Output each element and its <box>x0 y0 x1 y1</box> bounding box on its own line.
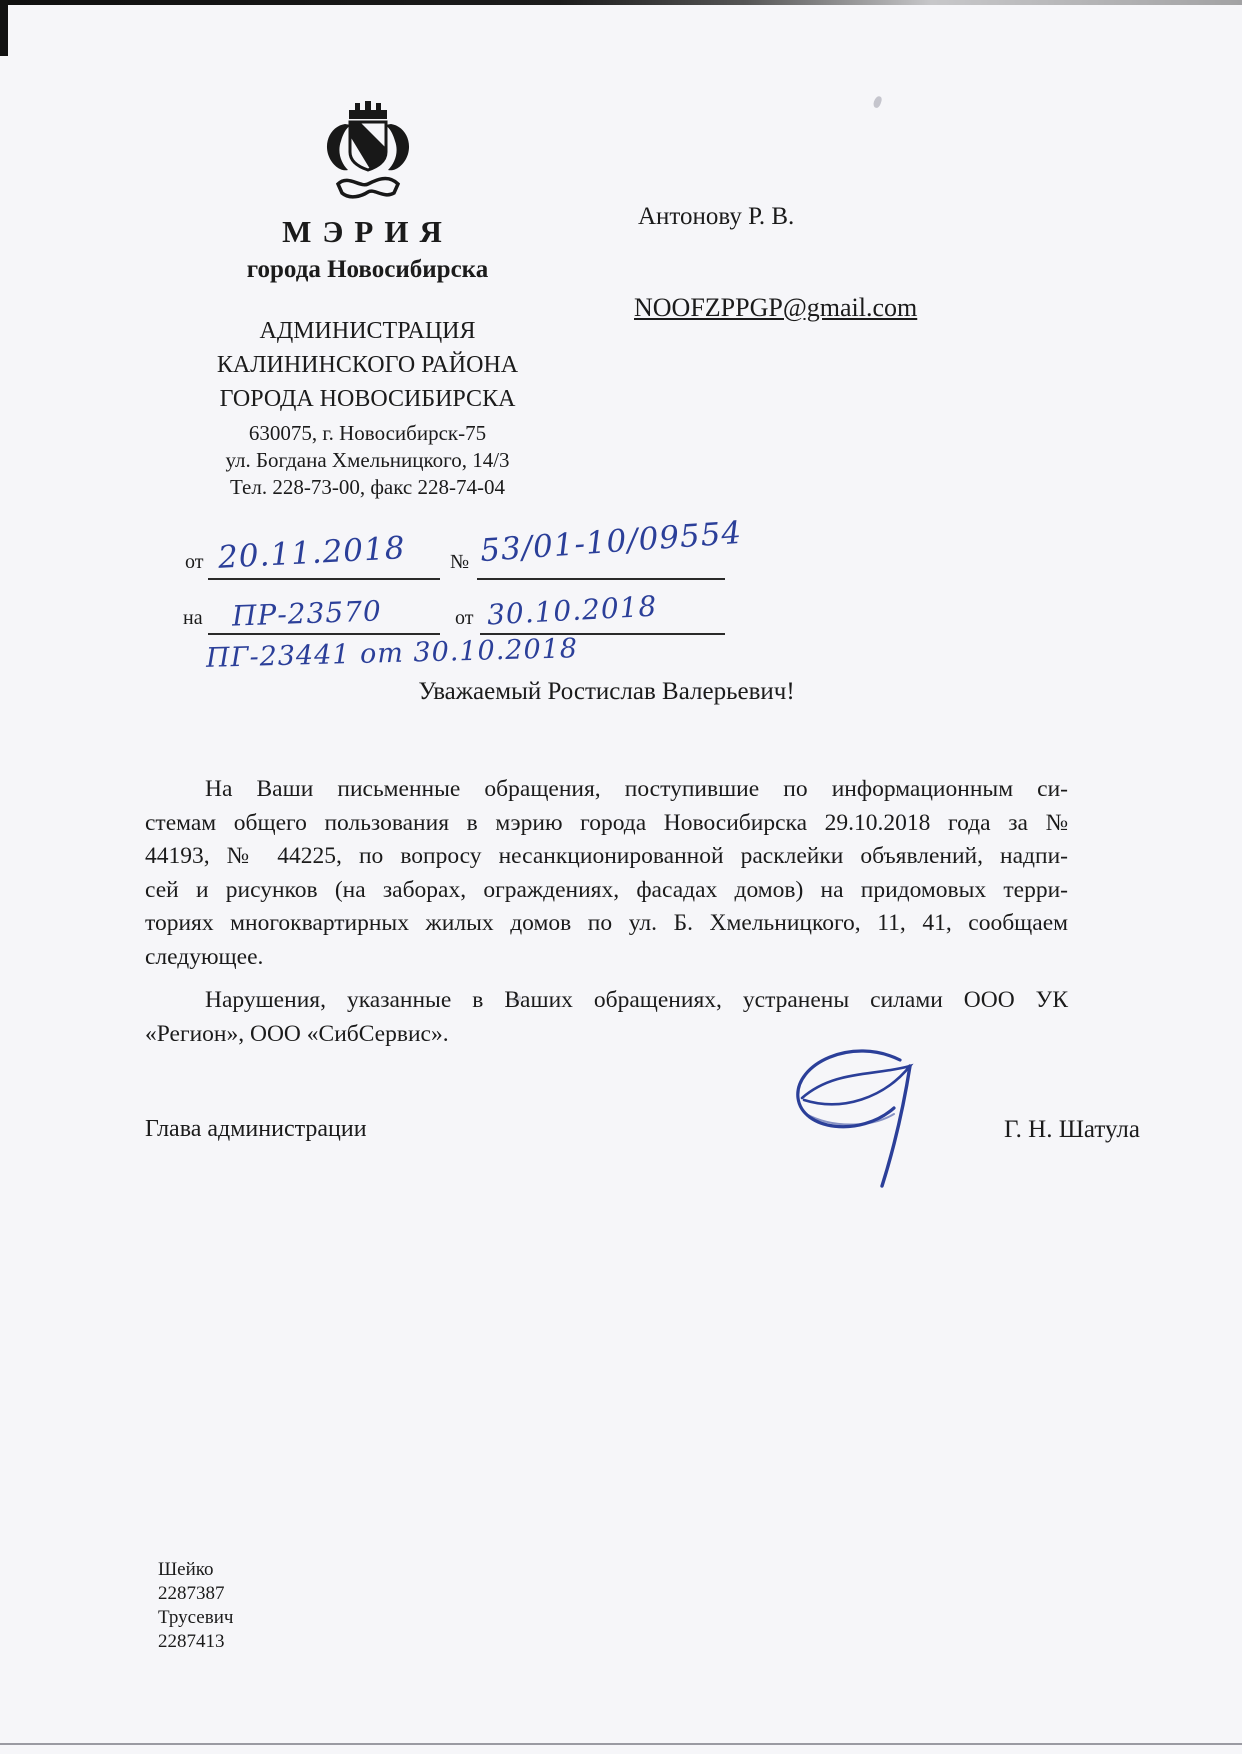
handwritten-number: 53/01-10/09554 <box>479 514 744 570</box>
body-line: ториях многоквартирных жилых домов по ул. Б. Хмельницкого, 11, 41, сообщаем <box>145 910 1068 936</box>
org-title: МЭРИЯ <box>282 214 453 249</box>
body-line: На Ваши письменные обращения, поступившие по информационным си- <box>205 776 1068 802</box>
department-line: АДМИНИСТРАЦИЯ <box>259 318 476 344</box>
signer-position-title: Глава администрации <box>145 1116 367 1142</box>
ref-reply-from-label: от <box>455 607 474 629</box>
scan-artifact-top-edge <box>0 0 1242 5</box>
handwritten-reply-number: ПР-23570 <box>231 594 383 633</box>
body-line: «Регион», ООО «СибСервис». <box>145 1020 449 1047</box>
footer-contact-line: 2287387 <box>158 1583 225 1604</box>
handwritten-signature <box>782 1040 952 1190</box>
department-line: КАЛИНИНСКОГО РАЙОНА <box>216 352 519 378</box>
body-line: следующее. <box>145 943 264 970</box>
footer-contact-line: Шейко <box>158 1559 214 1580</box>
ref-number-blank-line <box>477 578 725 580</box>
body-line: 44193, № 44225, по вопросу несанкционированной расклейки объявлений, надпи- <box>145 843 1068 869</box>
address-line: Тел. 228-73-00, факс 228-74-04 <box>230 475 505 499</box>
body-line: сей и рисунков (на заборах, ограждениях, фасадах домов) на придомовых терри- <box>145 876 1068 903</box>
reply-number-blank-line <box>208 633 440 635</box>
body-line: стемам общего пользования в мэрию города Новосибирска 29.10.2018 года за № <box>145 809 1068 836</box>
scan-artifact-left-bar <box>0 0 8 56</box>
department-line: ГОРОДА НОВОСИБИРСКА <box>219 386 516 412</box>
novosibirsk-coat-of-arms-icon <box>318 96 418 204</box>
signer-name: Г. Н. Шатула <box>1004 1116 1140 1143</box>
salutation: Уважаемый Ростислав Валерьевич! <box>418 678 795 705</box>
handwritten-reply-date: 30.10.2018 <box>486 589 659 632</box>
handwritten-reply-second-line: ПГ-23441 от 30.10.2018 <box>205 633 579 674</box>
footer-contact-line: 2287413 <box>158 1631 225 1652</box>
footer-contacts <box>158 1558 233 1654</box>
ref-date-blank-line <box>208 578 440 580</box>
ref-from-label: от <box>185 551 204 573</box>
ref-number-label: № <box>450 551 470 573</box>
scan-artifact-bottom-line <box>0 1743 1242 1745</box>
letterhead <box>170 96 565 501</box>
ref-reply-label: на <box>183 607 203 629</box>
recipient-email: NOOFZPPGP@gmail.com <box>634 293 918 322</box>
body-paragraph-1 <box>145 773 1068 974</box>
handwritten-date: 20.11.2018 <box>217 530 407 576</box>
address-line: 630075, г. Новосибирск-75 <box>248 421 487 445</box>
body-line: Нарушения, указанные в Ваших обращениях, устранены силами ООО УК <box>205 987 1068 1013</box>
recipient-name: Антонову Р. В. <box>638 203 795 230</box>
scan-smudge <box>872 95 882 109</box>
address-line: ул. Богдана Хмельницкого, 14/3 <box>225 448 510 472</box>
org-subtitle: города Новосибирска <box>246 256 489 283</box>
footer-contact-line: Трусевич <box>158 1607 234 1628</box>
